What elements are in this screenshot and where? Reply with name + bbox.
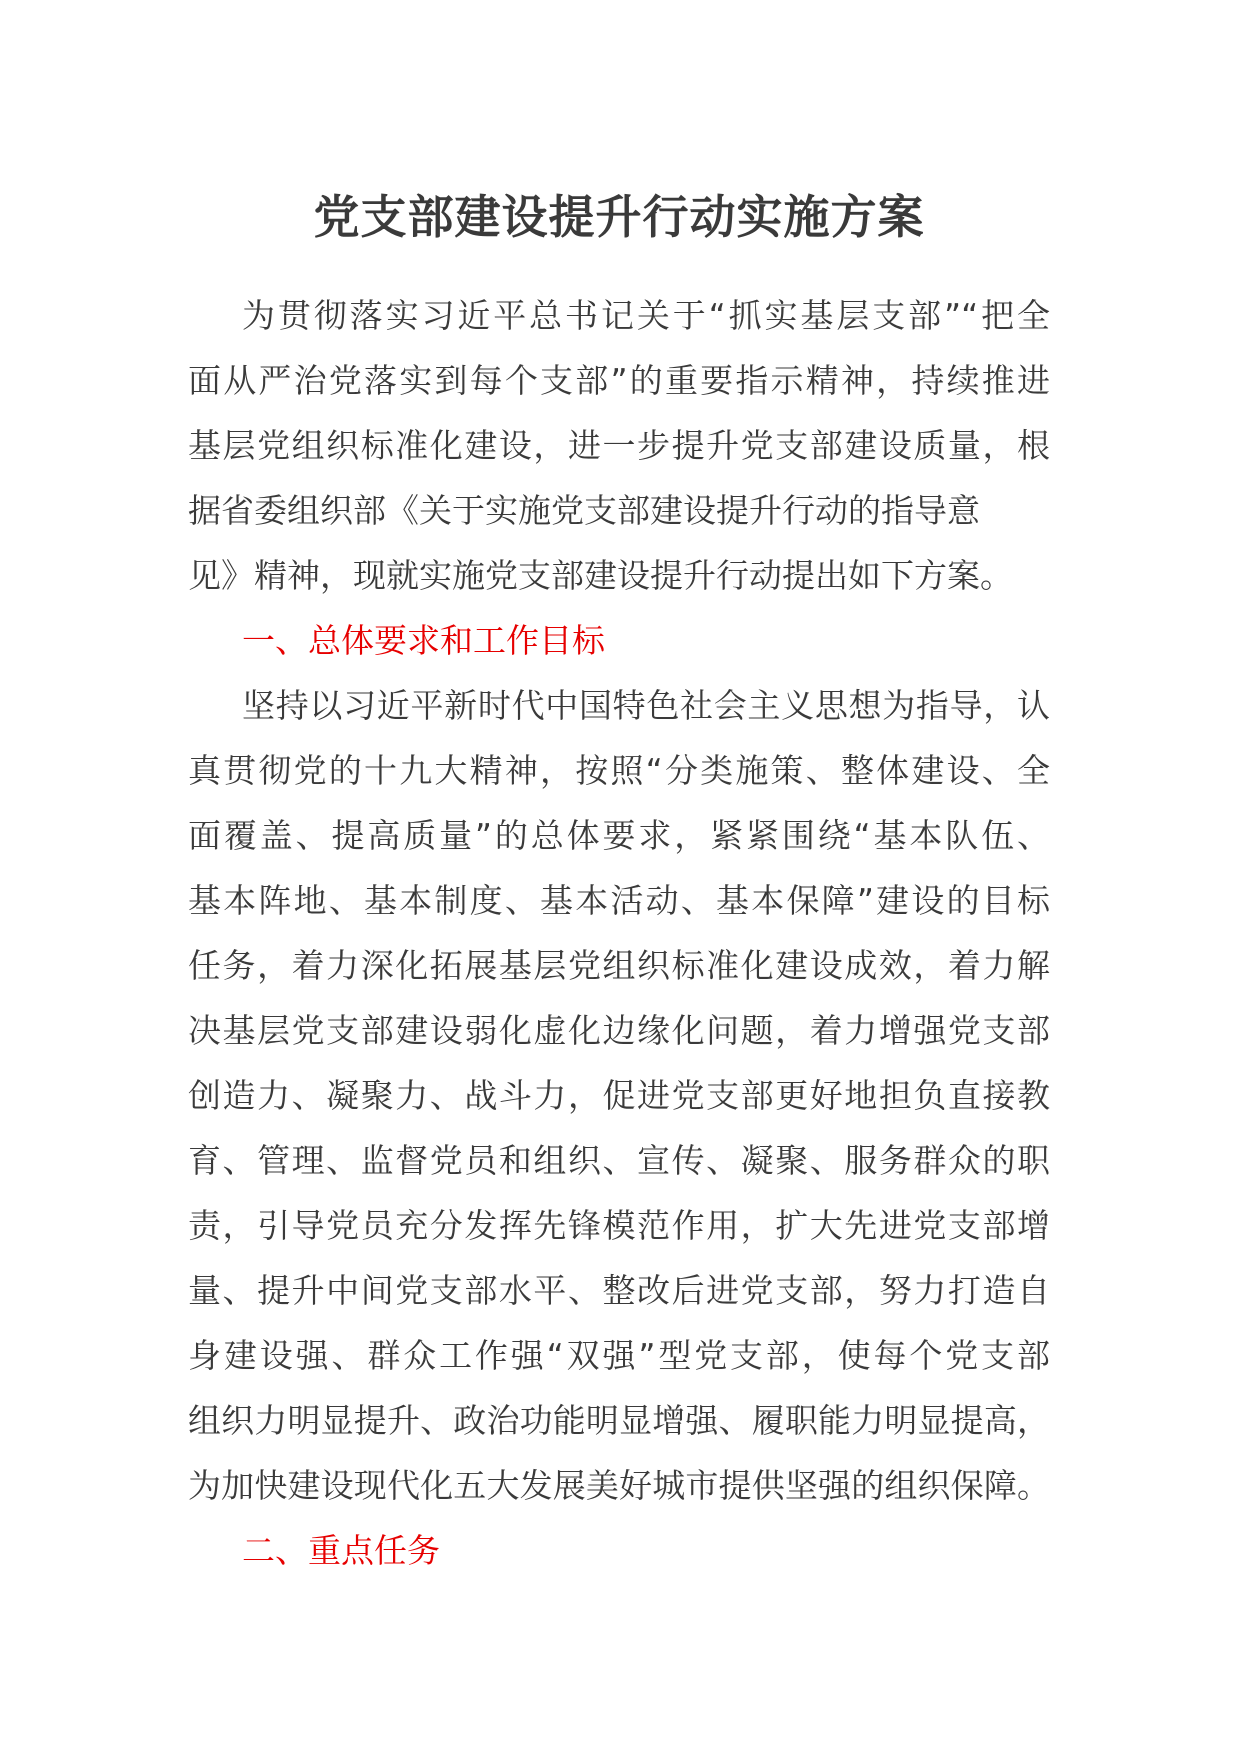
section1-line: 决基层党支部建设弱化虚化边缘化问题，着力增强党支部: [188, 1011, 1050, 1050]
intro-line: 为贯彻落实习近平总书记关于“抓实基层支部”“把全: [242, 296, 1050, 335]
section1-line: 量、提升中间党支部水平、整改后进党支部，努力打造自: [188, 1271, 1050, 1310]
section1-line: 真贯彻党的十九大精神，按照“分类施策、整体建设、全: [188, 751, 1050, 790]
section1-line: 创造力、凝聚力、战斗力，促进党支部更好地担负直接教: [188, 1076, 1050, 1115]
section1-line: 责，引导党员充分发挥先锋模范作用，扩大先进党支部增: [188, 1206, 1050, 1245]
section-heading-2: 二、重点任务: [242, 1531, 440, 1570]
section1-line: 组织力明显提升、政治功能明显增强、履职能力明显提高，: [188, 1401, 1050, 1440]
section1-line: 基本阵地、基本制度、基本活动、基本保障”建设的目标: [188, 881, 1050, 920]
section-heading-1: 一、总体要求和工作目标: [242, 621, 605, 660]
section1-line: 为加快建设现代化五大发展美好城市提供坚强的组织保障。: [188, 1466, 1050, 1505]
intro-line: 见》精神，现就实施党支部建设提升行动提出如下方案。: [188, 556, 1013, 595]
document-body: [188, 283, 1050, 1583]
document-page: [188, 185, 1050, 1583]
document-title: 党支部建设提升行动实施方案: [313, 190, 925, 244]
section1-line: 任务，着力深化拓展基层党组织标准化建设成效，着力解: [188, 946, 1050, 985]
section1-line: 育、管理、监督党员和组织、宣传、凝聚、服务群众的职: [188, 1141, 1050, 1180]
section1-line: 面覆盖、提高质量”的总体要求，紧紧围绕“基本队伍、: [188, 816, 1050, 855]
intro-line: 据省委组织部《关于实施党支部建设提升行动的指导意: [188, 491, 980, 530]
intro-line: 基层党组织标准化建设，进一步提升党支部建设质量，根: [188, 426, 1050, 465]
intro-line: 面从严治党落实到每个支部”的重要指示精神，持续推进: [188, 361, 1050, 400]
section1-line: 坚持以习近平新时代中国特色社会主义思想为指导，认: [242, 686, 1050, 725]
section1-line: 身建设强、群众工作强“双强”型党支部，使每个党支部: [188, 1336, 1050, 1375]
